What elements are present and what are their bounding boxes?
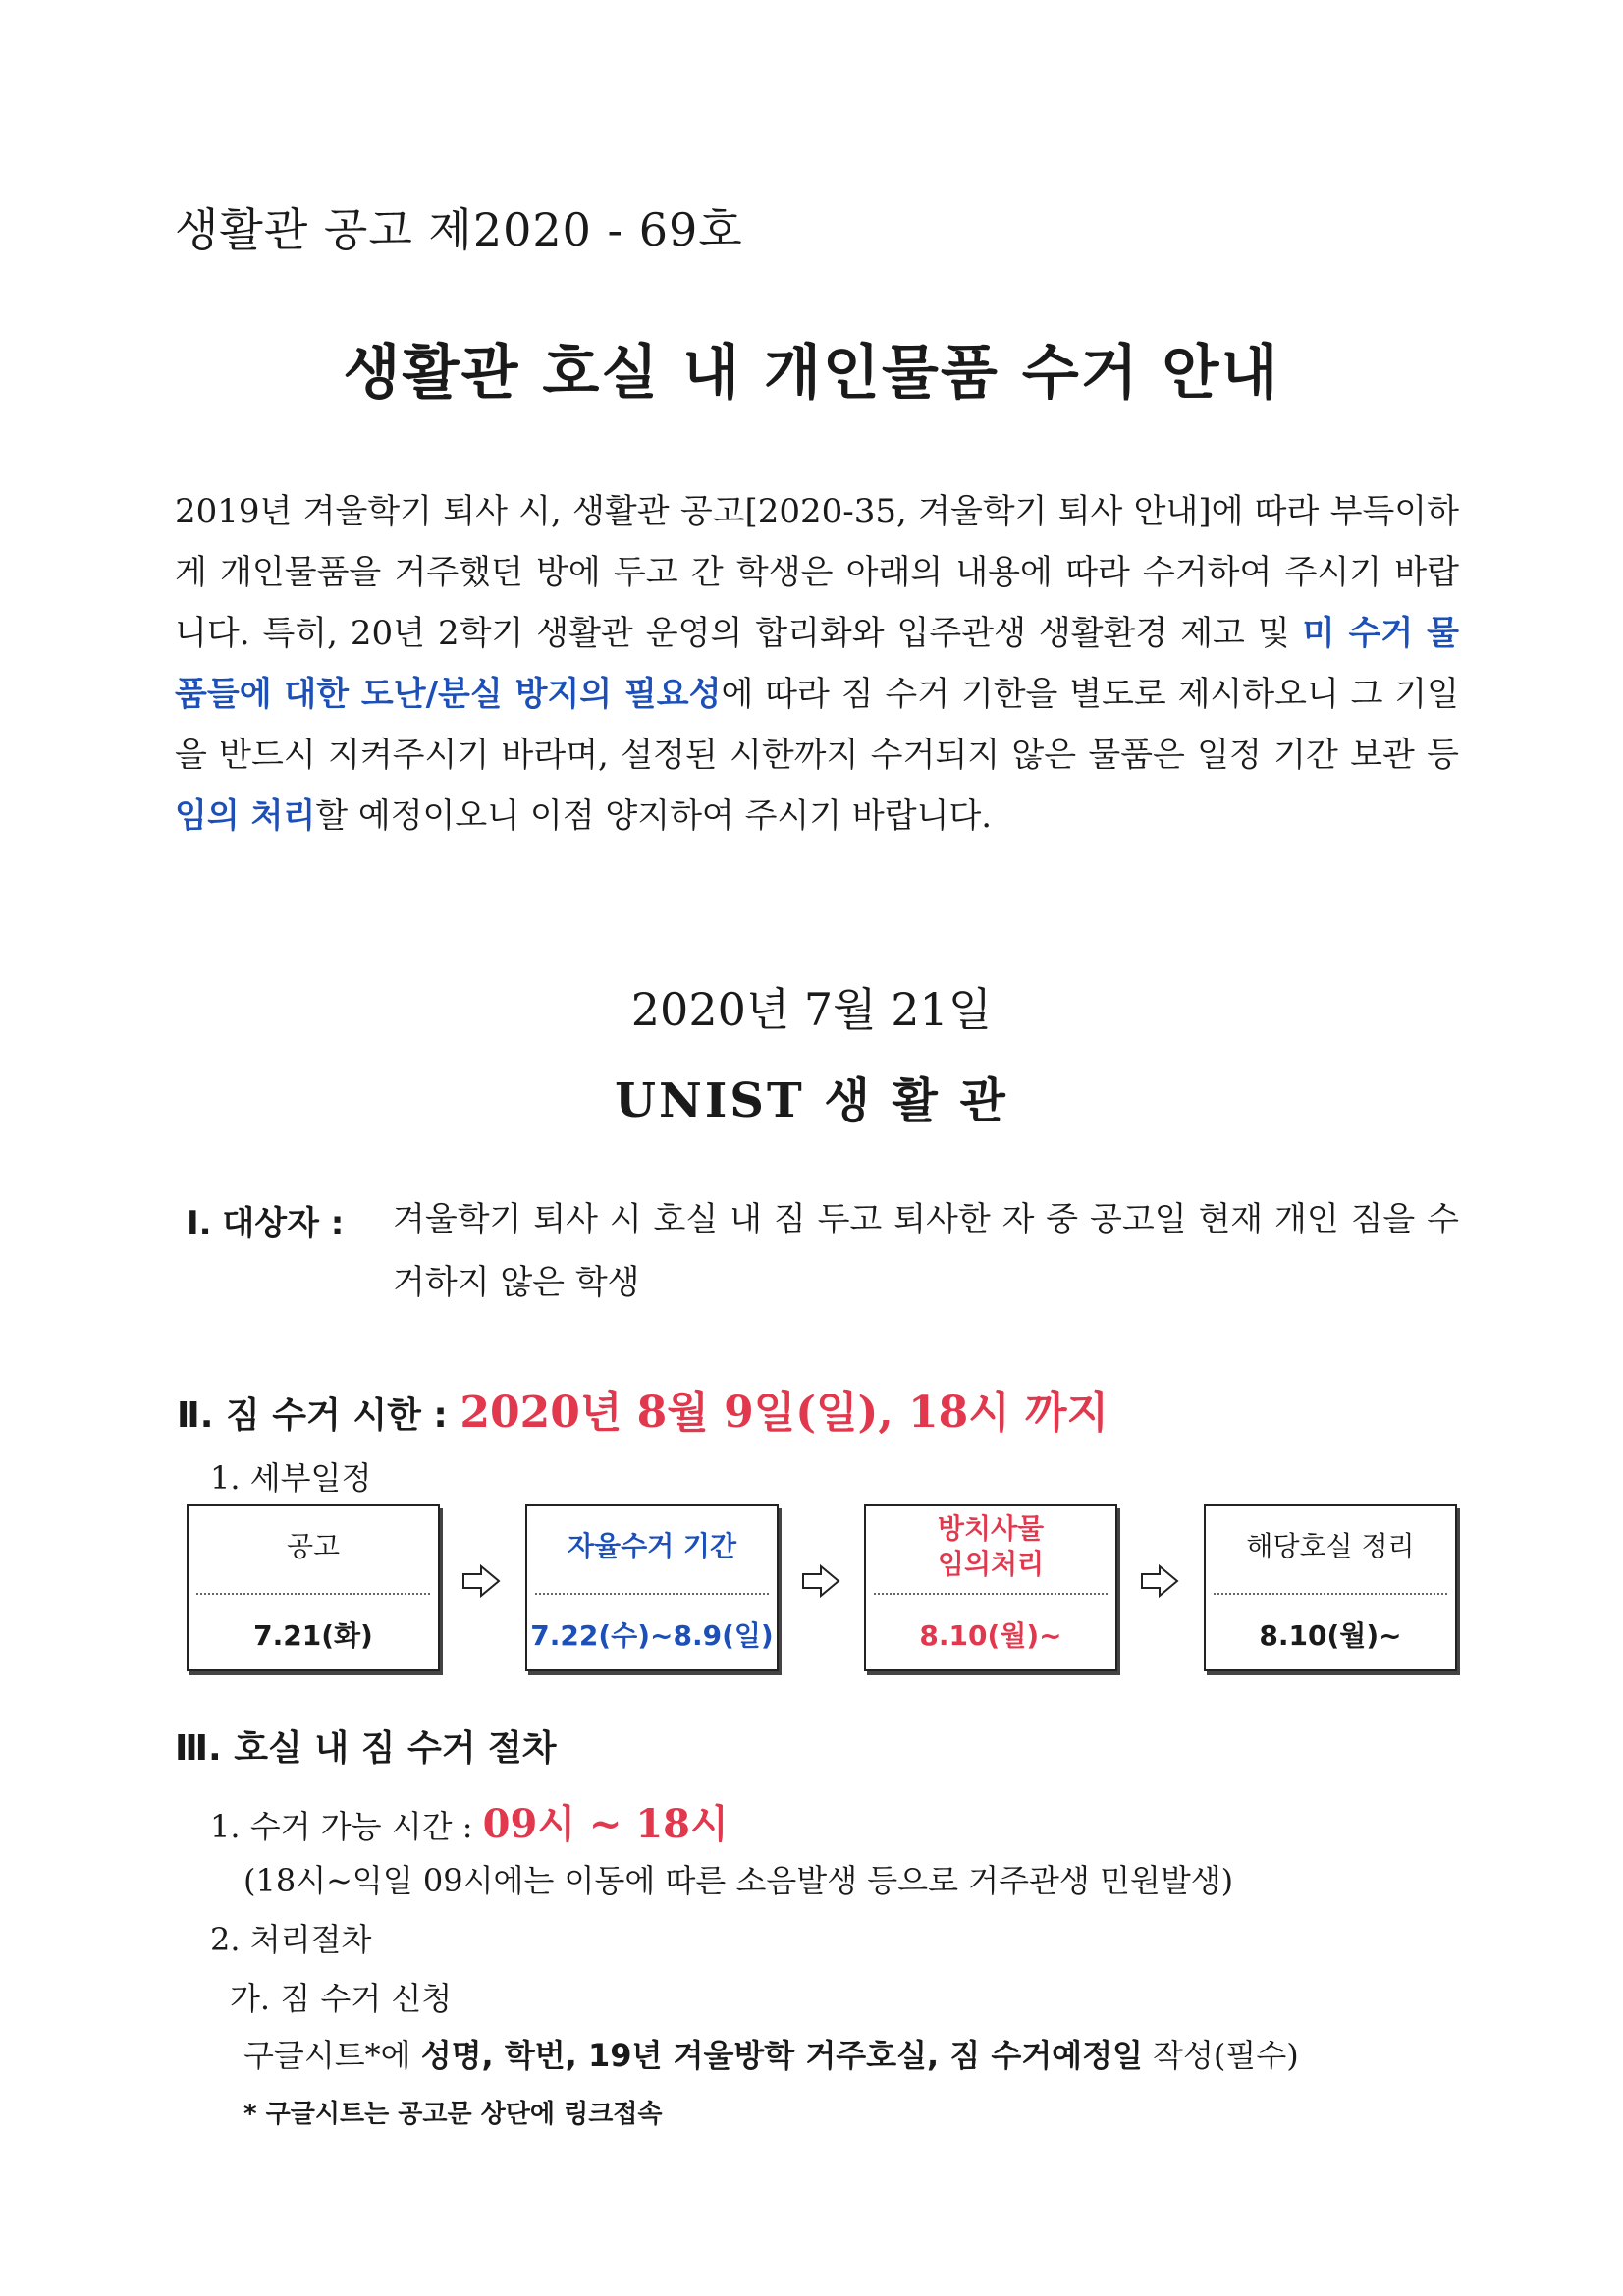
procedure-step-a: 가. 짐 수거 신청 (230, 1980, 453, 2017)
notice-date: 2020년 7월 21일 (630, 983, 993, 1036)
procedure-text-post: 작성(필수) (1142, 2037, 1299, 2074)
intro-paragraph (175, 481, 1459, 847)
step-title: 자율수거 기간 (567, 1530, 737, 1562)
step-date: 7.21(화) (253, 1619, 373, 1652)
step-title: 방치사물 임의처리 (937, 1512, 1045, 1580)
section2-heading (177, 1377, 1109, 1440)
collection-time (210, 1793, 729, 1849)
arrow-right-icon (801, 1563, 840, 1599)
procedure-subheading: 2. 처리절차 (210, 1921, 372, 1958)
divider (535, 1593, 769, 1595)
notice-number: 생활관 공고 제2020 - 69호 (175, 203, 743, 256)
procedure-step-a-desc (243, 2031, 1299, 2076)
arrow-right-icon (1140, 1563, 1179, 1599)
schedule-subheading: 1. 세부일정 (210, 1459, 372, 1497)
divider (196, 1593, 430, 1595)
section1-label: 대상자 : (222, 1204, 345, 1243)
collection-time-value: 09시 ~ 18시 (482, 1801, 729, 1847)
intro-text-1: 2019년 겨울학기 퇴사 시, 생활관 공고[2020-35, 겨울학기 퇴사 안내]에 따라 부득이하게 개인물품을 거주했던 방에 두고 간 학생은 아래의 내용에 따라 수거하여 주시기 바랍니다. 특히, 20년 2학기 생활관 운영의 합리화와 입주관생 생활환경 제고 및 (175, 492, 1459, 653)
step-date: 8.10(월)~ (919, 1619, 1062, 1652)
procedure-required-fields: 성명, 학번, 19년 겨울방학 거주호실, 짐 수거예정일 (420, 2037, 1143, 2074)
intro-highlight-1: 미 수거 물품들에 대한 도난/분실 방지의 필요성 (175, 614, 1459, 714)
divider (1214, 1593, 1447, 1595)
organization-name: UNIST 생 활 관 (615, 1073, 1008, 1128)
arrow-right-icon (461, 1563, 501, 1599)
procedure-text-pre: 구글시트*에 (243, 2037, 421, 2074)
schedule-step-disposal (864, 1504, 1117, 1671)
schedule-step-room-cleanup (1204, 1504, 1457, 1671)
step-title: 공고 (286, 1530, 341, 1562)
intro-text-3: 할 예정이오니 이점 양지하여 주시기 바랍니다. (315, 796, 993, 836)
step-date: 7.22(수)~8.9(일) (530, 1619, 774, 1652)
schedule-step-notice (187, 1504, 440, 1671)
section2-label: Ⅱ. 짐 수거 시한 : (177, 1395, 448, 1436)
section1-number: Ⅰ. (187, 1204, 212, 1243)
intro-text-2: 에 따라 짐 수거 기한을 별도로 제시하오니 그 기일을 반드시 지켜주시기 바라며, 설정된 시한까지 수거되지 않은 물품은 일정 기간 보관 등 (175, 675, 1459, 775)
step-title: 해당호실 정리 (1246, 1530, 1415, 1562)
divider (874, 1593, 1108, 1595)
section1-heading (187, 1196, 344, 1244)
collection-time-label: 1. 수거 가능 시간 : (210, 1808, 473, 1845)
schedule-step-self-collection (525, 1504, 779, 1671)
intro-highlight-2: 임의 처리 (175, 796, 316, 836)
section3-heading: Ⅲ. 호실 내 짐 수거 절차 (175, 1728, 557, 1769)
section1-text: 겨울학기 퇴사 시 호실 내 짐 두고 퇴사한 자 중 공고일 현재 개인 짐을 수거하지 않은 학생 (393, 1200, 1459, 1302)
page-title: 생활관 호실 내 개인물품 수거 안내 (343, 339, 1280, 408)
deadline-value: 2020년 8월 9일(일), 18시 까지 (460, 1388, 1109, 1438)
collection-time-note: (18시~익일 09시에는 이동에 따른 소음발생 등으로 거주관생 민원발생) (243, 1862, 1234, 1899)
step-date: 8.10(월)~ (1259, 1619, 1402, 1652)
footnote: * 구글시트는 공고문 상단에 링크접속 (243, 2100, 663, 2129)
